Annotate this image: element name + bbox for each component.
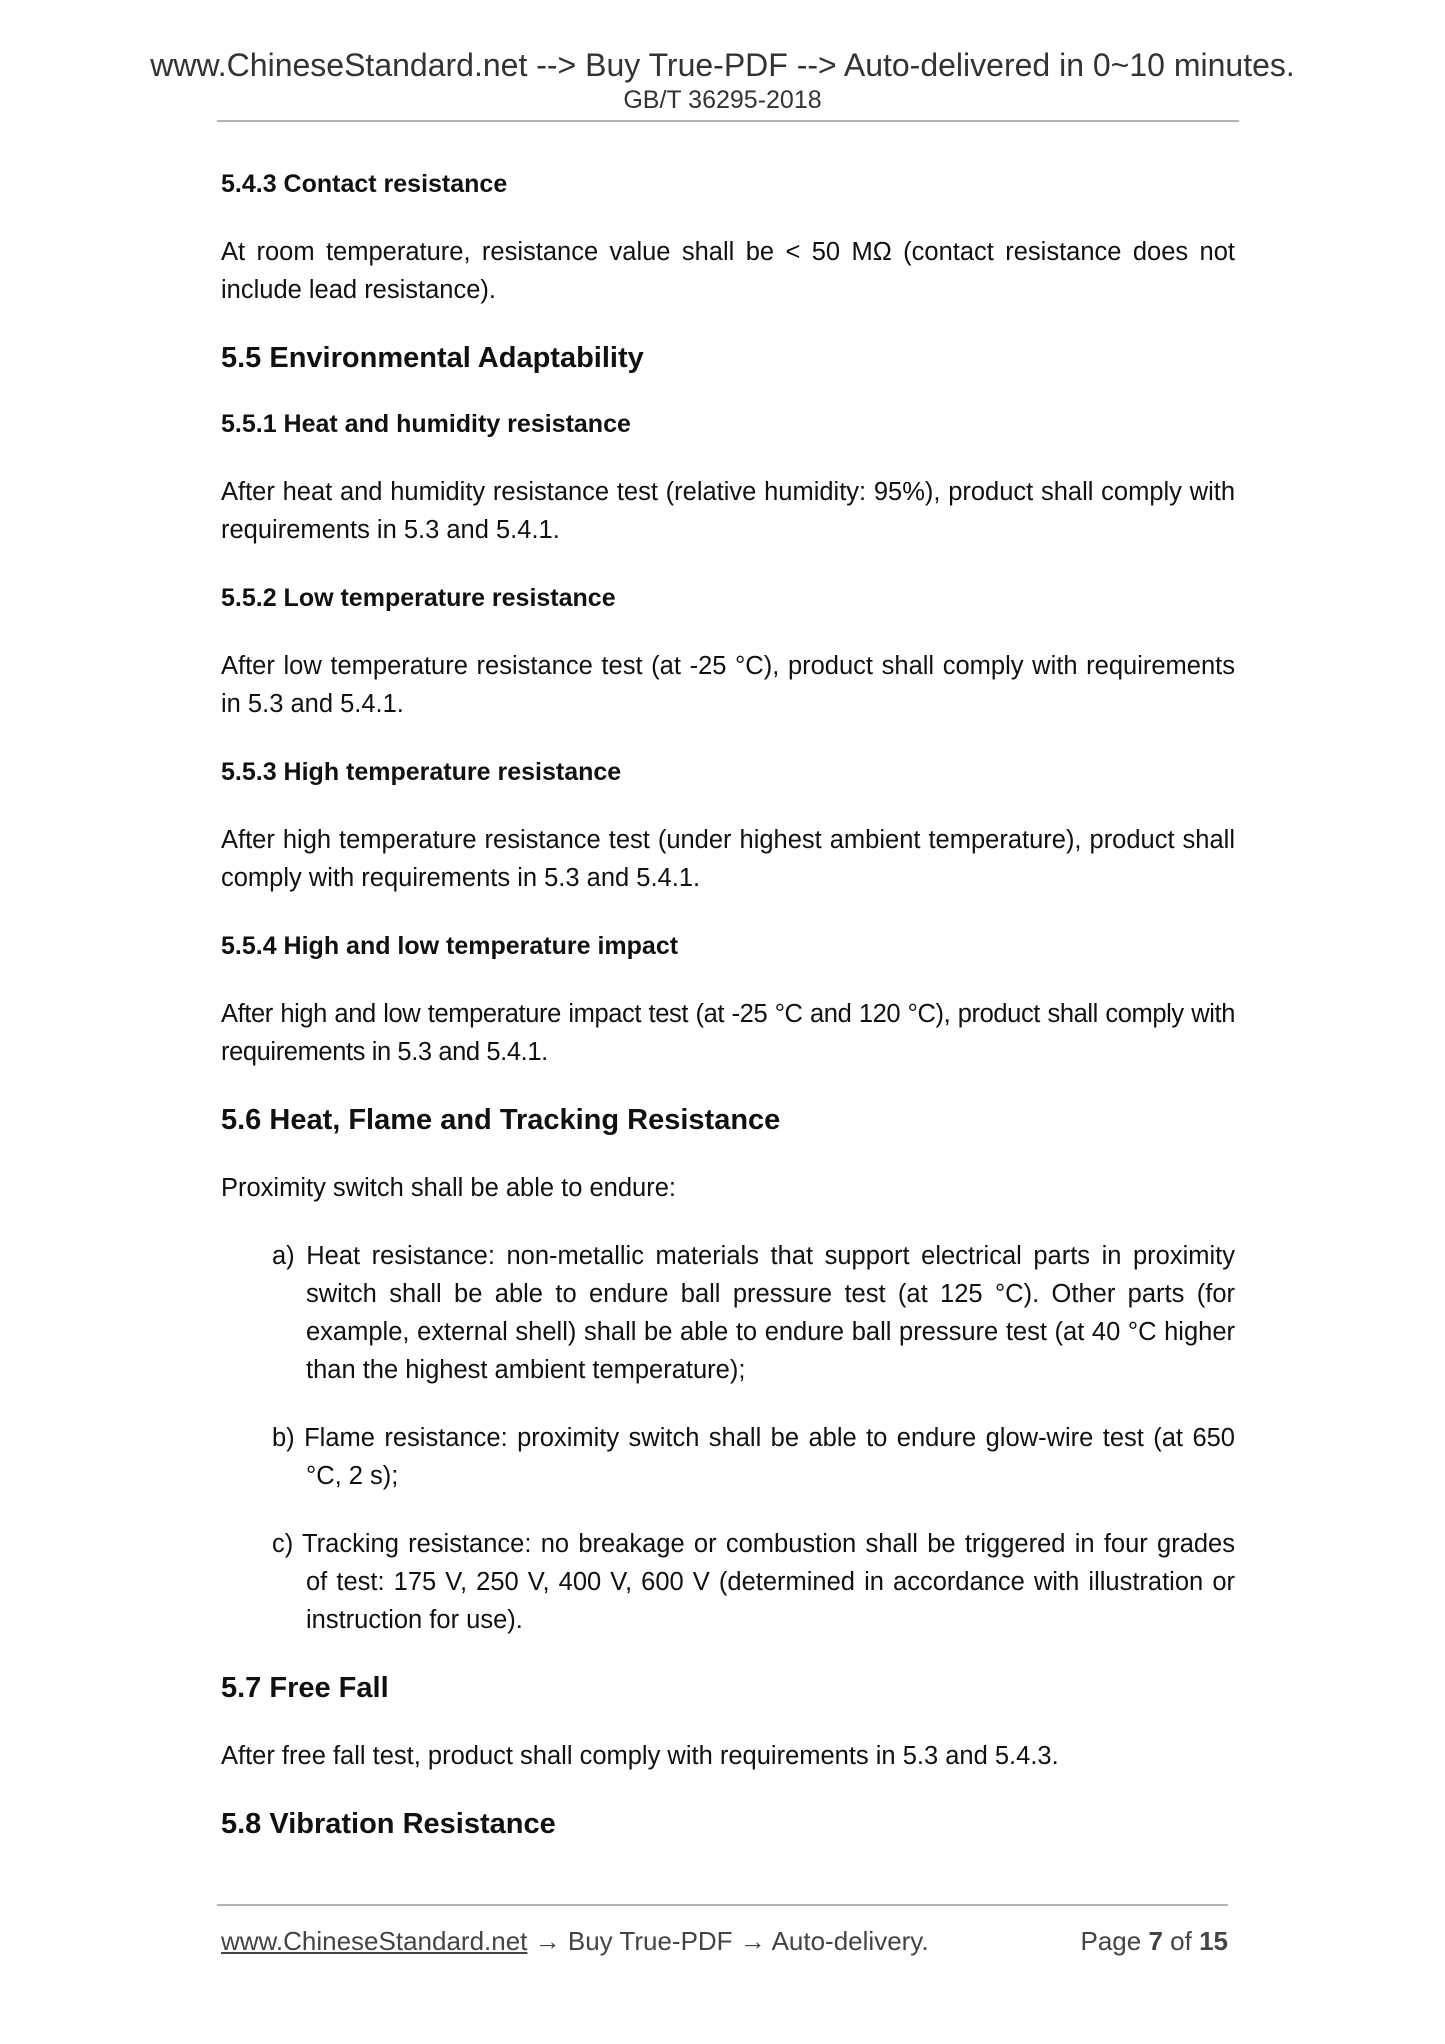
heading-5-6: 5.6 Heat, Flame and Tracking Resistance <box>221 1104 781 1136</box>
header-banner: www.ChineseStandard.net --> Buy True-PDF --> Auto-delivered in 0~10 minutes. <box>150 47 1295 83</box>
paragraph: Proximity switch shall be able to endure: <box>221 1174 676 1202</box>
list-item: a) Heat resistance: non-metallic materials that support electrical parts in proximity switch shall be able to endure ball pressure test (at 125 °C). Other parts (for example, external shell) shall be able to endure ball pressure test (at 40 °C higher than the highest ambient temperature); <box>272 1242 1235 1384</box>
footer <box>221 1924 1228 1958</box>
heading-5-5-3: 5.5.3 High temperature resistance <box>221 758 622 786</box>
page-indicator: Page 7 of 15 <box>1080 1926 1228 1956</box>
heading-5-5: 5.5 Environmental Adaptability <box>221 342 644 374</box>
footer-divider <box>217 1904 1228 1906</box>
heading-5-5-2: 5.5.2 Low temperature resistance <box>221 584 616 612</box>
paragraph: After high temperature resistance test (under highest ambient temperature), product shall comply with requirements in 5.3 and 5.4.1. <box>221 826 1235 892</box>
heading-5-4-3: 5.4.3 Contact resistance <box>221 170 508 198</box>
heading-5-7: 5.7 Free Fall <box>221 1672 389 1704</box>
paragraph: After heat and humidity resistance test (relative humidity: 95%), product shall comply with requirements in 5.3 and 5.4.1. <box>221 478 1235 544</box>
footer-text: → Buy True-PDF → Auto-delivery. <box>527 1926 929 1956</box>
header-divider <box>217 120 1239 122</box>
paragraph: After free fall test, product shall comply with requirements in 5.3 and 5.4.3. <box>221 1742 1059 1770</box>
list-item: b) Flame resistance: proximity switch shall be able to endure glow-wire test (at 650 °C, 2 s); <box>272 1424 1235 1490</box>
standard-number: GB/T 36295-2018 <box>623 86 822 114</box>
heading-5-5-1: 5.5.1 Heat and humidity resistance <box>221 410 631 438</box>
paragraph: After high and low temperature impact test (at -25 °C and 120 °C), product shall comply with requirements in 5.3 and 5.4.1. <box>221 1000 1235 1066</box>
list-item: c) Tracking resistance: no breakage or combustion shall be triggered in four grades of test: 175 V, 250 V, 400 V, 600 V (determined in accordance with illustration or instruction for use). <box>272 1530 1235 1634</box>
document-body <box>221 165 1235 1873</box>
site-link[interactable]: www.ChineseStandard.net <box>221 1926 528 1956</box>
paragraph: At room temperature, resistance value shall be < 50 MΩ (contact resistance does not include lead resistance). <box>221 238 1235 304</box>
paragraph: After low temperature resistance test (at -25 °C), product shall comply with requirements in 5.3 and 5.4.1. <box>221 652 1235 718</box>
heading-5-8: 5.8 Vibration Resistance <box>221 1808 556 1840</box>
heading-5-5-4: 5.5.4 High and low temperature impact <box>221 932 679 960</box>
